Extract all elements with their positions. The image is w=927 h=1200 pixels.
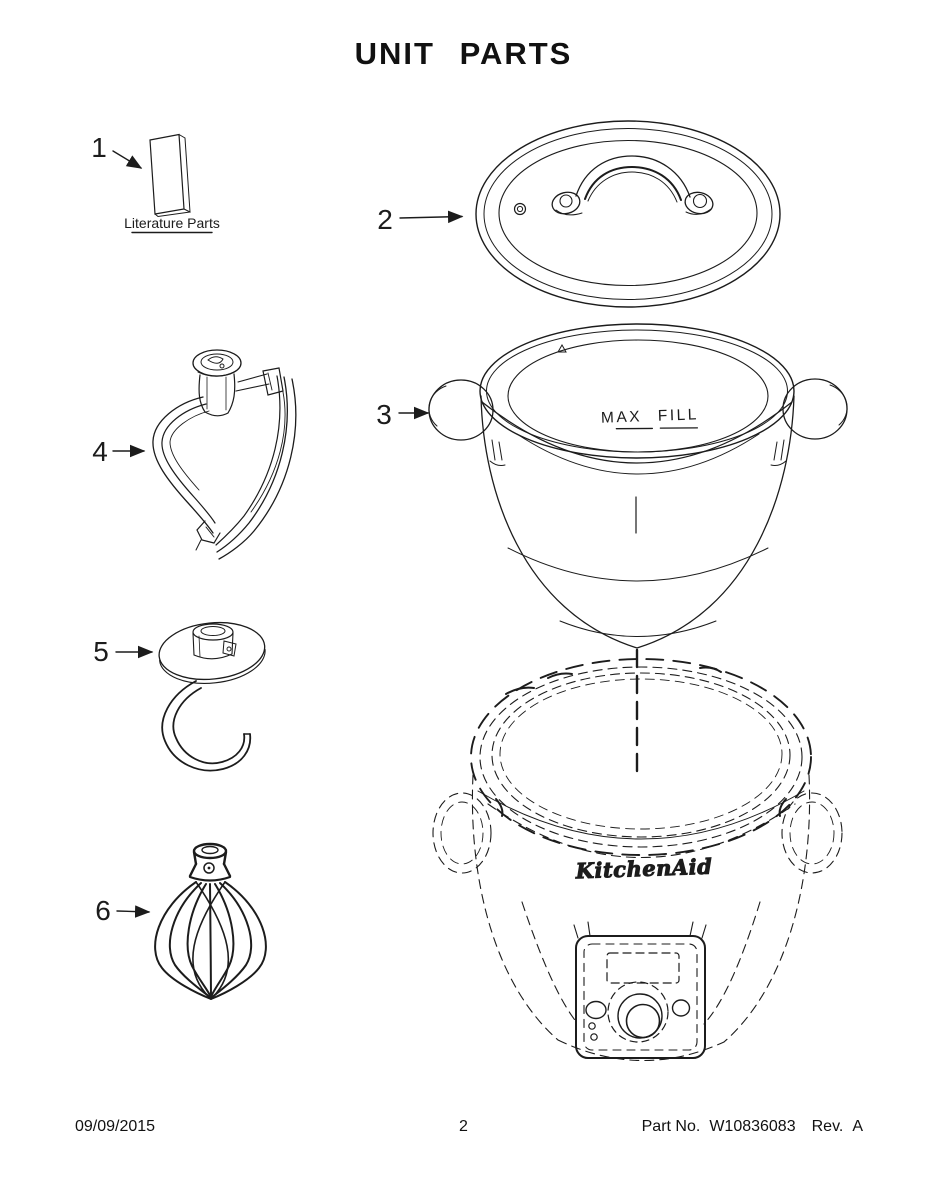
bowl-drawing xyxy=(429,324,847,648)
indicator-dot-2 xyxy=(591,1034,597,1040)
control-knob xyxy=(608,982,668,1042)
base-left-handle xyxy=(433,793,491,873)
lid-drawing xyxy=(476,121,780,307)
callout-number-3: 3 xyxy=(376,399,392,430)
base-right-handle xyxy=(782,793,842,873)
page-footer xyxy=(0,1118,927,1142)
callout-1 xyxy=(91,132,141,168)
lid-handle xyxy=(550,156,715,217)
part-no-value: W10836083 xyxy=(709,1118,796,1135)
part-no-label: Part No. xyxy=(641,1118,701,1135)
callout-3 xyxy=(376,399,428,430)
max-fill-marking xyxy=(601,406,700,431)
indicator-dot-1 xyxy=(589,1023,595,1029)
rev-value: A xyxy=(852,1118,863,1135)
footer-date: 09/09/2015 xyxy=(75,1118,156,1135)
lid-vent-hole xyxy=(515,204,526,215)
control-button-right xyxy=(673,1000,690,1016)
callout-number-5: 5 xyxy=(93,636,109,667)
footer-page-number: 2 xyxy=(459,1118,468,1135)
callout-number-1: 1 xyxy=(91,132,107,163)
brand-logo: KitchenAid xyxy=(575,853,713,884)
callout-4 xyxy=(92,436,144,467)
control-display xyxy=(607,953,679,983)
flat-beater-drawing xyxy=(153,350,296,559)
callout-arrow-2 xyxy=(400,217,462,219)
callout-number-2: 2 xyxy=(377,204,393,235)
bowl-left-handle xyxy=(429,380,505,466)
bowl-right-handle xyxy=(771,379,847,466)
callout-5 xyxy=(93,636,152,667)
callout-number-6: 6 xyxy=(95,895,111,926)
footer-part-number xyxy=(642,1118,863,1136)
max-fill-label: MAX FILL xyxy=(600,406,700,427)
control-panel xyxy=(574,922,706,1058)
wire-whip-drawing xyxy=(155,844,266,999)
page-title: UNIT PARTS xyxy=(354,36,573,71)
callout-6 xyxy=(95,895,149,926)
rev-label: Rev. xyxy=(811,1118,844,1135)
dough-hook-drawing xyxy=(156,618,268,771)
control-button-left xyxy=(586,1002,606,1019)
literature-parts-label: Literature Parts xyxy=(124,215,220,231)
callout-number-4: 4 xyxy=(92,436,108,467)
literature-booklet-drawing xyxy=(124,135,220,233)
callout-2 xyxy=(377,204,462,235)
callout-arrow-6 xyxy=(117,911,149,912)
callout-arrow-1 xyxy=(113,151,141,168)
